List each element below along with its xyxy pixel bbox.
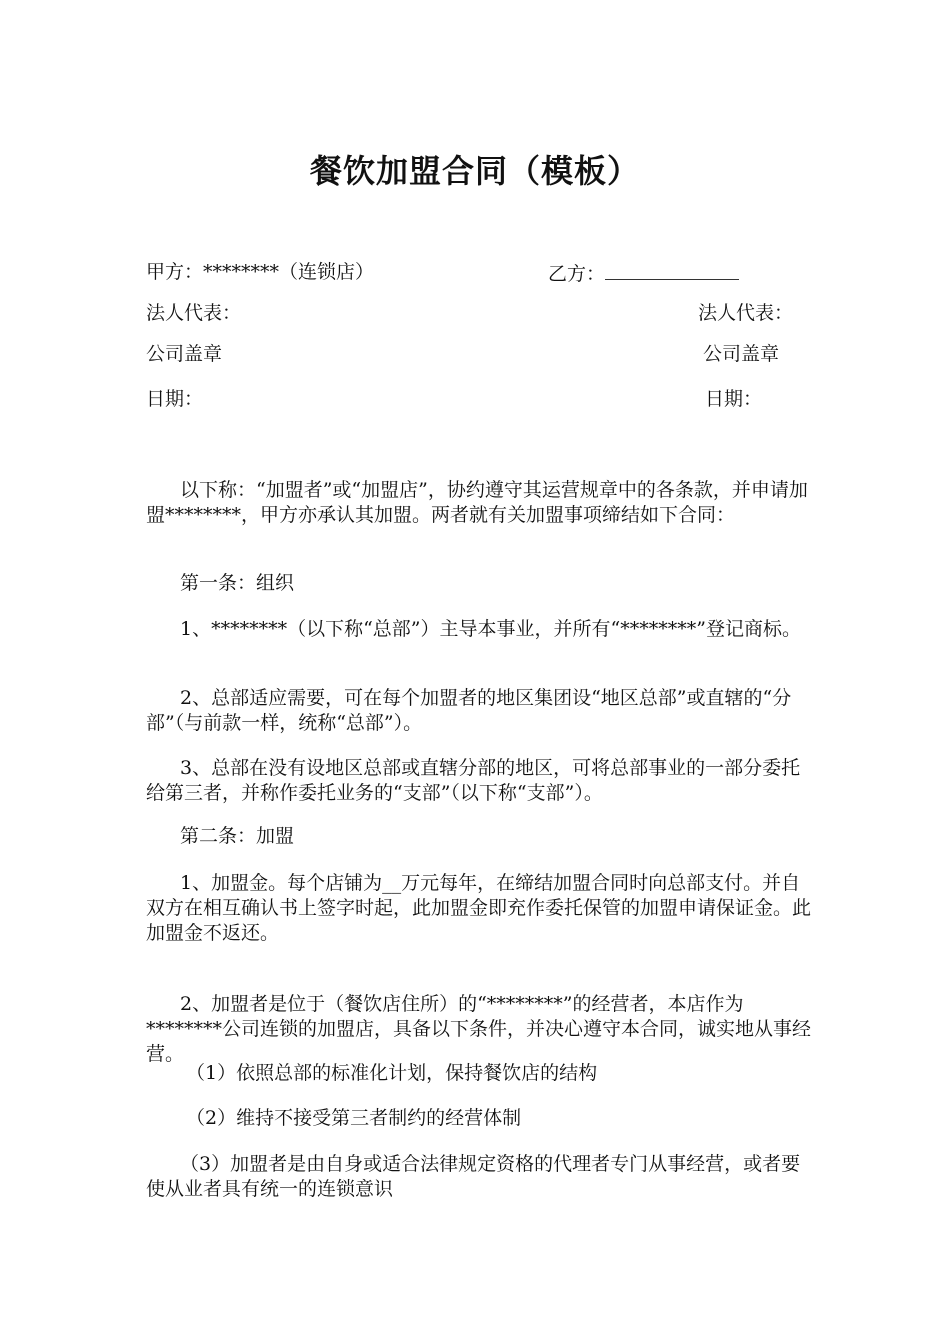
party-a-seal: 公司盖章 — [146, 343, 223, 365]
article-2-clause-1: 1、加盟金。每个店铺为__万元每年，在缔结加盟合同时向总部支付。并自双方在相互确认书上签字时起，此加盟金即充作委托保管的加盟申请保证金。此加盟金不返还。 — [146, 872, 812, 944]
party-a-label: 甲方：********（连锁店） — [146, 261, 375, 283]
article-2-heading: 第二条：加盟 — [180, 825, 295, 847]
party-b-date: 日期： — [705, 388, 763, 410]
condition-item-1: （1）依照总部的标准化计划，保持餐饮店的结构 — [186, 1062, 598, 1084]
document-title: 餐饮加盟合同（模板） — [309, 152, 640, 191]
party-a-rep: 法人代表： — [146, 302, 242, 324]
party-b-label-text: 乙方： — [548, 263, 606, 285]
party-b-blank-line — [605, 259, 739, 280]
condition-item-3: （3）加盟者是由自身或适合法律规定资格的代理者专门从事经营，或者要使从业者具有统一的连锁意识 — [146, 1153, 801, 1200]
article-1-clause-2: 2、总部适应需要，可在每个加盟者的地区集团设“地区总部”或直辖的“分部”（与前款一样，统称“总部”）。 — [146, 687, 792, 734]
article-1-clause-1: 1、********（以下称“总部”）主导本事业，并所有“********”登记商标。 — [180, 618, 801, 640]
article-2-clause-2: 2、加盟者是位于（餐饮店住所）的“********”的经营者，本店作为********公司连锁的加盟店，具备以下条件，并决心遵守本合同，诚实地从事经营。 — [146, 993, 812, 1065]
article-1-heading: 第一条：组织 — [180, 572, 295, 594]
intro-paragraph: 以下称：“加盟者”或“加盟店”，协约遵守其运营规章中的各条款，并申请加盟********，甲方亦承认其加盟。两者就有关加盟事项缔结如下合同： — [146, 479, 808, 526]
party-b-label — [548, 259, 739, 287]
article-1-clause-3: 3、总部在没有设地区总部或直辖分部的地区，可将总部事业的一部分委托给第三者，并称作委托业务的“支部”（以下称“支部”）。 — [146, 757, 801, 804]
party-a-date: 日期： — [146, 388, 204, 410]
party-b-rep: 法人代表： — [698, 302, 794, 324]
party-b-seal: 公司盖章 — [703, 343, 780, 365]
condition-item-2: （2）维持不接受第三者制约的经营体制 — [186, 1107, 522, 1129]
